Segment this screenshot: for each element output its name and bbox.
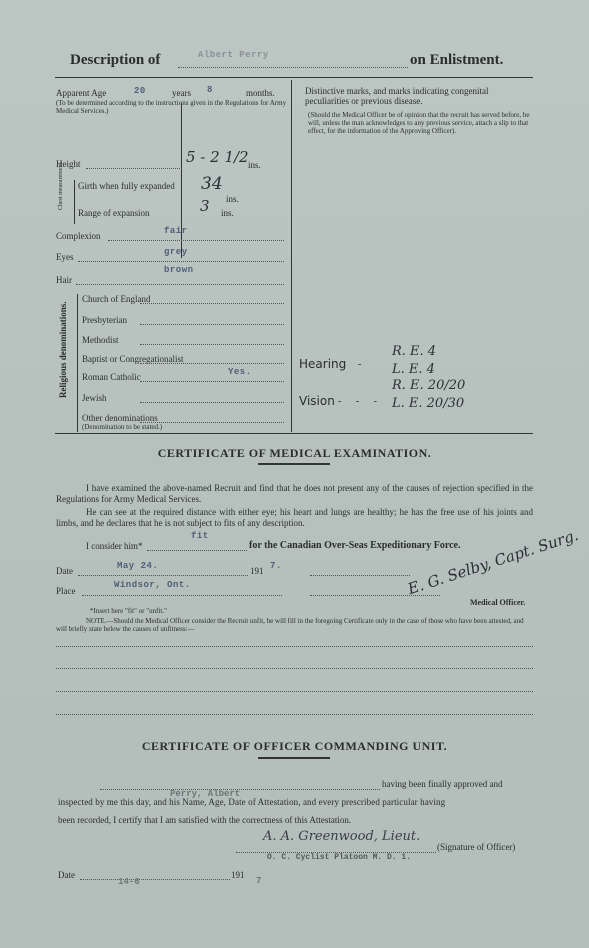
vision-right: R. E. 20/20 — [392, 378, 466, 393]
hair-label: Hair — [56, 275, 72, 285]
age-years: 20 — [134, 86, 146, 96]
title-suffix: on Enlistment. — [410, 52, 504, 68]
religion-item-label: Other denominations — [82, 413, 158, 423]
hair-dots — [76, 284, 284, 285]
complexion-label: Complexion — [56, 231, 101, 241]
religion-item-dots — [140, 324, 284, 325]
complexion-value: fair — [164, 226, 188, 236]
height-dots — [86, 168, 182, 169]
complexion-dots — [108, 240, 284, 241]
medical-title-wrap — [0, 446, 589, 461]
commanding-underline — [258, 757, 330, 759]
recruit-name: Albert Perry — [198, 50, 269, 60]
religion-item-label: Roman Catholic — [82, 372, 141, 382]
religion-item-value: Yes. — [228, 367, 252, 377]
commanding-year-value: 7 — [256, 876, 262, 886]
eyes-label: Eyes — [56, 252, 74, 262]
religion-item-label: Methodist — [82, 335, 119, 345]
title-underline — [258, 463, 330, 465]
place-value: Windsor, Ont. — [114, 580, 191, 590]
place-label: Place — [56, 586, 76, 596]
commanding-line-3: been recorded, I certify that I am satisfied with the correctness of this Attestation. — [58, 815, 352, 825]
other-denomination-note: (Denomination to be stated.) — [82, 423, 163, 431]
commanding-title-wrap — [0, 739, 589, 754]
religion-item-dots — [140, 402, 284, 403]
religion-item-label: Church of England — [82, 294, 151, 304]
religion-item-dots — [140, 303, 284, 304]
vision-left: L. E. 20/30 — [392, 396, 465, 411]
range-value: 3 — [200, 197, 210, 215]
commanding-title: CERTIFICATE OF OFFICER COMMANDING UNIT. — [141, 739, 448, 753]
religion-item-dots — [140, 381, 284, 382]
religion-item-label: Baptist or Congregationalist — [82, 354, 184, 364]
commanding-line-2: inspected by me this day, and his Name, Age, Date of Attestation, and every prescribed particular having — [58, 797, 446, 807]
signature-dots-2 — [310, 595, 440, 596]
officer-signature: A. A. Greenwood, Lieut. — [263, 829, 421, 844]
section-rule — [55, 433, 533, 434]
religion-item-label: Presbyterian — [82, 315, 127, 325]
date-dots — [78, 575, 248, 576]
unfit-line-3 — [56, 691, 533, 692]
age-note: (To be determined according to the instructions given in the Regulations for Army Medical Services.) — [56, 99, 287, 115]
unfit-note: NOTE.—Should the Medical Officer consider the Recruit unfit, he will fill in the foregoing Certificate only in the case of those who have been attested, and will briefly state below the causes of unfitness:— — [56, 617, 524, 633]
religion-bracket — [77, 294, 78, 432]
commanding-name-stamp: Perry, Albert — [170, 789, 241, 799]
eyes-value: grey — [164, 247, 188, 257]
commanding-date-label: Date — [58, 870, 75, 880]
years-label: years — [172, 88, 191, 98]
year-prefix: 191 — [250, 566, 264, 576]
insert-note: *Insert here "fit" or "unfit." — [90, 607, 167, 615]
signature-dots-1 — [310, 575, 410, 576]
marks-heading: Distinctive marks, and marks indicating congenital peculiarities or previous disease. — [305, 86, 489, 106]
consider-dots — [147, 550, 247, 551]
vision-dashes: - - - — [338, 396, 383, 407]
religion-item-label: Jewish — [82, 393, 107, 403]
medical-title: CERTIFICATE OF MEDICAL EXAMINATION. — [157, 446, 432, 460]
consider-label: I consider him* — [86, 541, 143, 551]
chest-bracket — [74, 180, 75, 224]
girth-value: 34 — [201, 174, 223, 194]
unfit-line-1 — [56, 646, 533, 647]
column-divider — [291, 80, 292, 432]
commanding-date-dots — [80, 879, 230, 880]
hearing-right: R. E. 4 — [392, 344, 437, 359]
consider-value: fit — [191, 531, 209, 541]
range-label: Range of expansion — [78, 208, 150, 218]
hearing-dash: - — [358, 359, 362, 370]
title-prefix: Description of — [70, 52, 161, 68]
medical-para-2: He can see at the required distance with either eye; his heart and lungs are healthy; he has the free use of his joints and limbs, and he declares that he is not subject to fits of any description. — [56, 507, 533, 528]
medical-para-1: I have examined the above-named Recruit and find that he does not present any of the causes of rejection specified in the Regulations for Army Medical Services. — [56, 483, 533, 504]
place-dots — [82, 595, 282, 596]
height-value: 5 - 2 1/2 — [186, 148, 249, 166]
hearing-left: L. E. 4 — [392, 362, 435, 377]
religion-side-label: Religious denominations. — [58, 301, 68, 398]
months-label: months. — [246, 88, 275, 98]
commanding-date-value: 14-6 — [118, 877, 140, 887]
unfit-line-4 — [56, 714, 533, 715]
medical-signature: E. G. Selby, Capt. Surg. — [405, 525, 581, 599]
date-label: Date — [56, 566, 73, 576]
vision-label: Vision — [299, 394, 335, 408]
height-label: Height — [56, 159, 81, 169]
medical-officer-label: Medical Officer. — [470, 598, 526, 607]
height-unit: ins. — [248, 160, 261, 170]
hearing-label: Hearing — [299, 357, 347, 371]
age-label: Apparent Age — [56, 88, 107, 98]
date-value: May 24. — [117, 561, 159, 571]
signature-of-officer-label: (Signature of Officer) — [437, 842, 516, 852]
commanding-year-prefix: 191 — [231, 870, 245, 880]
unfit-line-2 — [56, 668, 533, 669]
year-value: 7. — [270, 561, 282, 571]
age-months: 8 — [207, 85, 213, 95]
chest-label: Chest measurement. — [58, 161, 64, 210]
range-unit: ins. — [221, 208, 234, 218]
religion-item-dots — [140, 344, 284, 345]
commanding-line-1: having been finally approved and — [382, 779, 503, 789]
header-rule — [55, 77, 533, 78]
marks-note: (Should the Medical Officer be of opinion that the recruit has served before, he will, unless the man acknowledges to any previous service, attach a slip to that effect, for the information of the Approving Officer). — [308, 111, 530, 135]
girth-unit: ins. — [226, 194, 239, 204]
eyes-dots — [78, 261, 284, 262]
girth-label: Girth when fully expanded — [78, 181, 175, 191]
hair-value: brown — [164, 265, 194, 275]
religion-item-dots — [140, 363, 284, 364]
name-dotted-line — [178, 67, 408, 68]
for-force-label: for the Canadian Over-Seas Expeditionary Force. — [249, 540, 461, 551]
unit-stamp: O. C. Cyclist Platoon M. D. 1. — [267, 853, 412, 862]
